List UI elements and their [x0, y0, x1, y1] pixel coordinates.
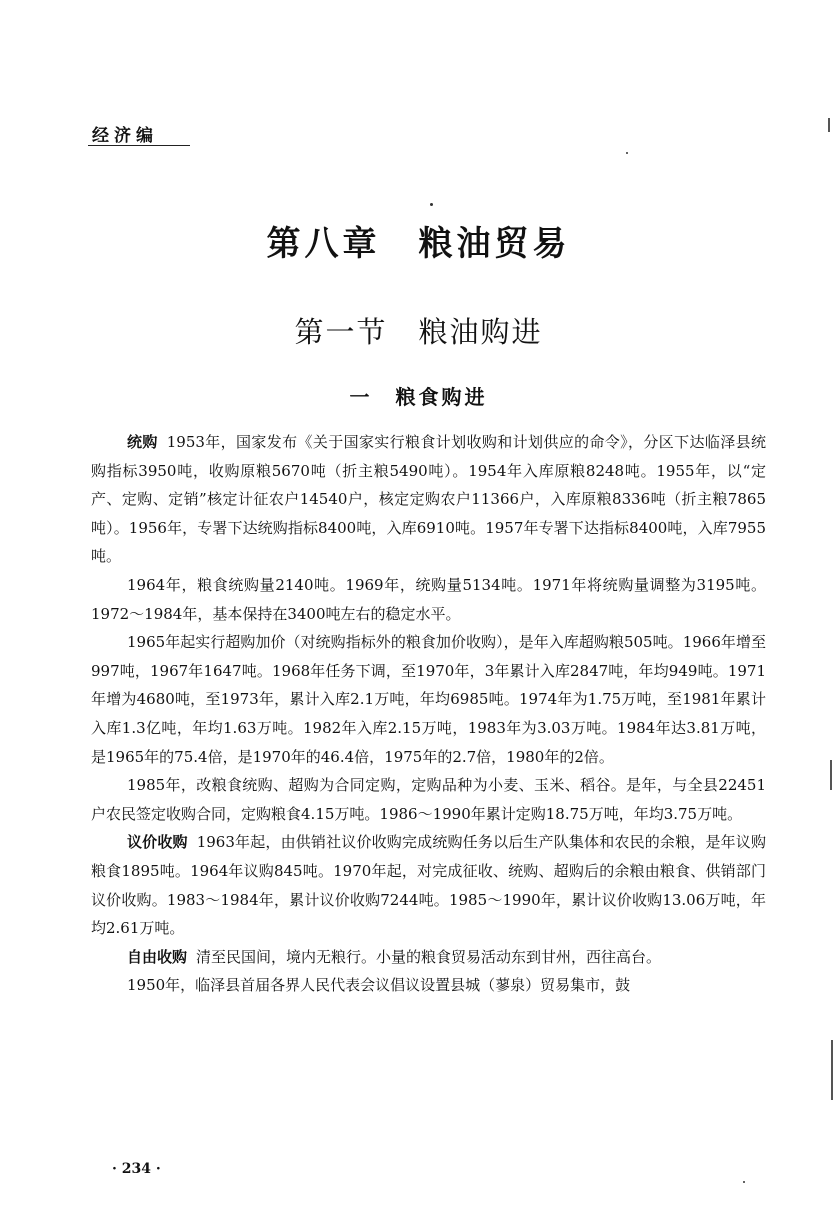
subsection-title: 一 粮食购进: [349, 385, 488, 409]
paragraph-keyword: 统购: [127, 433, 158, 451]
paragraph: [91, 943, 766, 972]
running-head: 经济编: [92, 126, 158, 146]
paragraph-text: 1950年，临泽县首届各界人民代表会议倡议设置县城（蓼泉）贸易集市，鼓: [127, 976, 631, 995]
paragraph-text: 1965年起实行超购加价（对统购指标外的粮食加价收购），是年入库超购粮505吨。1966年增至997吨，1967年1647吨。1968年任务下调，至1970年，3年累计入库2847吨，年均949吨。1971年增为4680吨，至1973年，累计入库2.1万吨，年均6985吨。1974年为1.75万吨，至1981年累计入库1.3亿吨，年均1.63万吨。1982年入库2.15万吨，1983年为3.03万吨。1984年达3.81万吨，是1965年的75.4倍，是1970年的46.4倍，1975年的2.7倍，1980年的2倍。: [91, 633, 766, 766]
body-text: [91, 428, 766, 1000]
paragraph: [91, 428, 766, 571]
scan-edge-mark: [828, 118, 830, 132]
paragraph-text: 清至民国间，境内无粮行。小量的粮食贸易活动东到甘州，西往高台。: [196, 947, 662, 966]
paragraph: [91, 571, 766, 628]
paragraph: [91, 771, 766, 828]
paragraph: [91, 628, 766, 771]
section-title: 第一节 粮油购进: [294, 315, 543, 349]
paragraph-keyword: 议价收购: [127, 833, 188, 852]
scan-speck: [743, 1181, 745, 1183]
scan-edge-mark: [830, 760, 832, 790]
paragraph-text: 1953年，国家发布《关于国家实行粮食计划收购和计划供应的命令》，分区下达临泽县统购指标3950吨，收购原粮5670吨（折主粮5490吨）。1954年入库原粮8248吨。1955年，以“定产、定购、定销”核定计征农户14540户，核定定购农户11366户，入库原粮8336吨（折主粮7865吨）。1956年，专署下达统购指标8400吨，入库6910吨。1957年专署下达指标8400吨，入库7955吨。: [91, 433, 766, 566]
paragraph-text: 1985年，改粮食统购、超购为合同定购，定购品种为小麦、玉米、稻谷。是年，与全县22451户农民签定收购合同，定购粮食4.15万吨。1986～1990年累计定购18.75万吨，年均3.75万吨。: [91, 776, 766, 823]
scan-speck: [626, 152, 628, 154]
running-head-rule: [88, 145, 190, 146]
paragraph: [91, 971, 766, 1000]
scan-speck: [430, 203, 433, 206]
paragraph: [91, 828, 766, 942]
scan-edge-mark: [831, 1040, 833, 1100]
page-number: · 234 ·: [112, 1161, 161, 1177]
paragraph-text: 1964年，粮食统购量2140吨。1969年，统购量5134吨。1971年将统购量调整为3195吨。1972～1984年，基本保持在3400吨左右的稳定水平。: [91, 575, 766, 623]
paragraph-text: 1963年起，由供销社议价收购完成统购任务以后生产队集体和农民的余粮，是年议购粮食1895吨。1964年议购845吨。1970年起，对完成征收、统购、超购后的余粮由粮食、供销部门议价收购。1983～1984年，累计议价收购7244吨。1985～1990年，累计议价收购13.06万吨，年均2.61万吨。: [91, 833, 766, 938]
paragraph-keyword: 自由收购: [127, 947, 188, 966]
chapter-title: 第八章 粮油贸易: [266, 224, 571, 264]
